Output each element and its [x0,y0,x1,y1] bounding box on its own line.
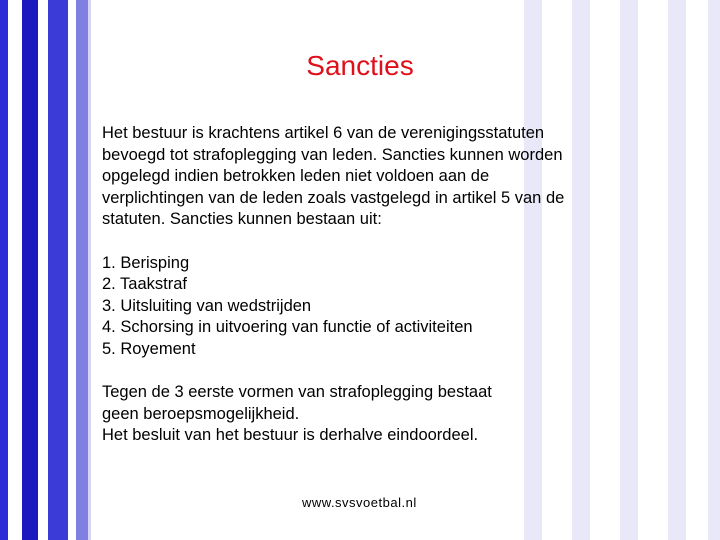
decor-bar [8,0,22,540]
slide-content [92,0,720,540]
intro-line: verplichtingen van de leden zoals vastgelegd in artikel 5 van de [102,188,565,207]
decor-bar [76,0,88,540]
list-item: 4. Schorsing in uitvoering van functie of activiteiten [102,318,473,336]
decor-bar [0,0,8,540]
decor-bar [68,0,76,540]
intro-line: statuten. Sancties kunnen bestaan uit: [102,210,382,228]
closing-line: Het besluit van het bestuur is derhalve eindoordeel. [102,426,479,444]
decor-bar [48,0,68,540]
decor-bar [22,0,38,540]
intro-line: Het bestuur is krachtens artikel 6 van de verenigingsstatuten [102,124,545,142]
list-item: 2. Taakstraf [102,275,187,293]
sanction-list [102,253,632,361]
slide-body [102,123,632,447]
list-item: 5. Royement [102,339,196,358]
intro-line: bevoegd tot strafoplegging van leden. Sancties kunnen worden [102,145,563,164]
intro-line: opgelegd indien betrokken leden niet voldoen aan de [102,167,490,185]
intro-paragraph [102,123,632,231]
decor-bar [88,0,91,540]
slide-title: Sancties [306,50,414,81]
list-item: 1. Berisping [102,253,190,272]
list-item: 3. Uitsluiting van wedstrijden [102,296,312,315]
footer-url: www.svsvoetbal.nl [302,495,417,510]
decor-bar [38,0,48,540]
closing-line: geen beroepsmogelijkheid. [102,404,300,423]
closing-paragraph [102,382,632,447]
closing-line: Tegen de 3 eerste vormen van strafoplegging bestaat [102,383,492,401]
